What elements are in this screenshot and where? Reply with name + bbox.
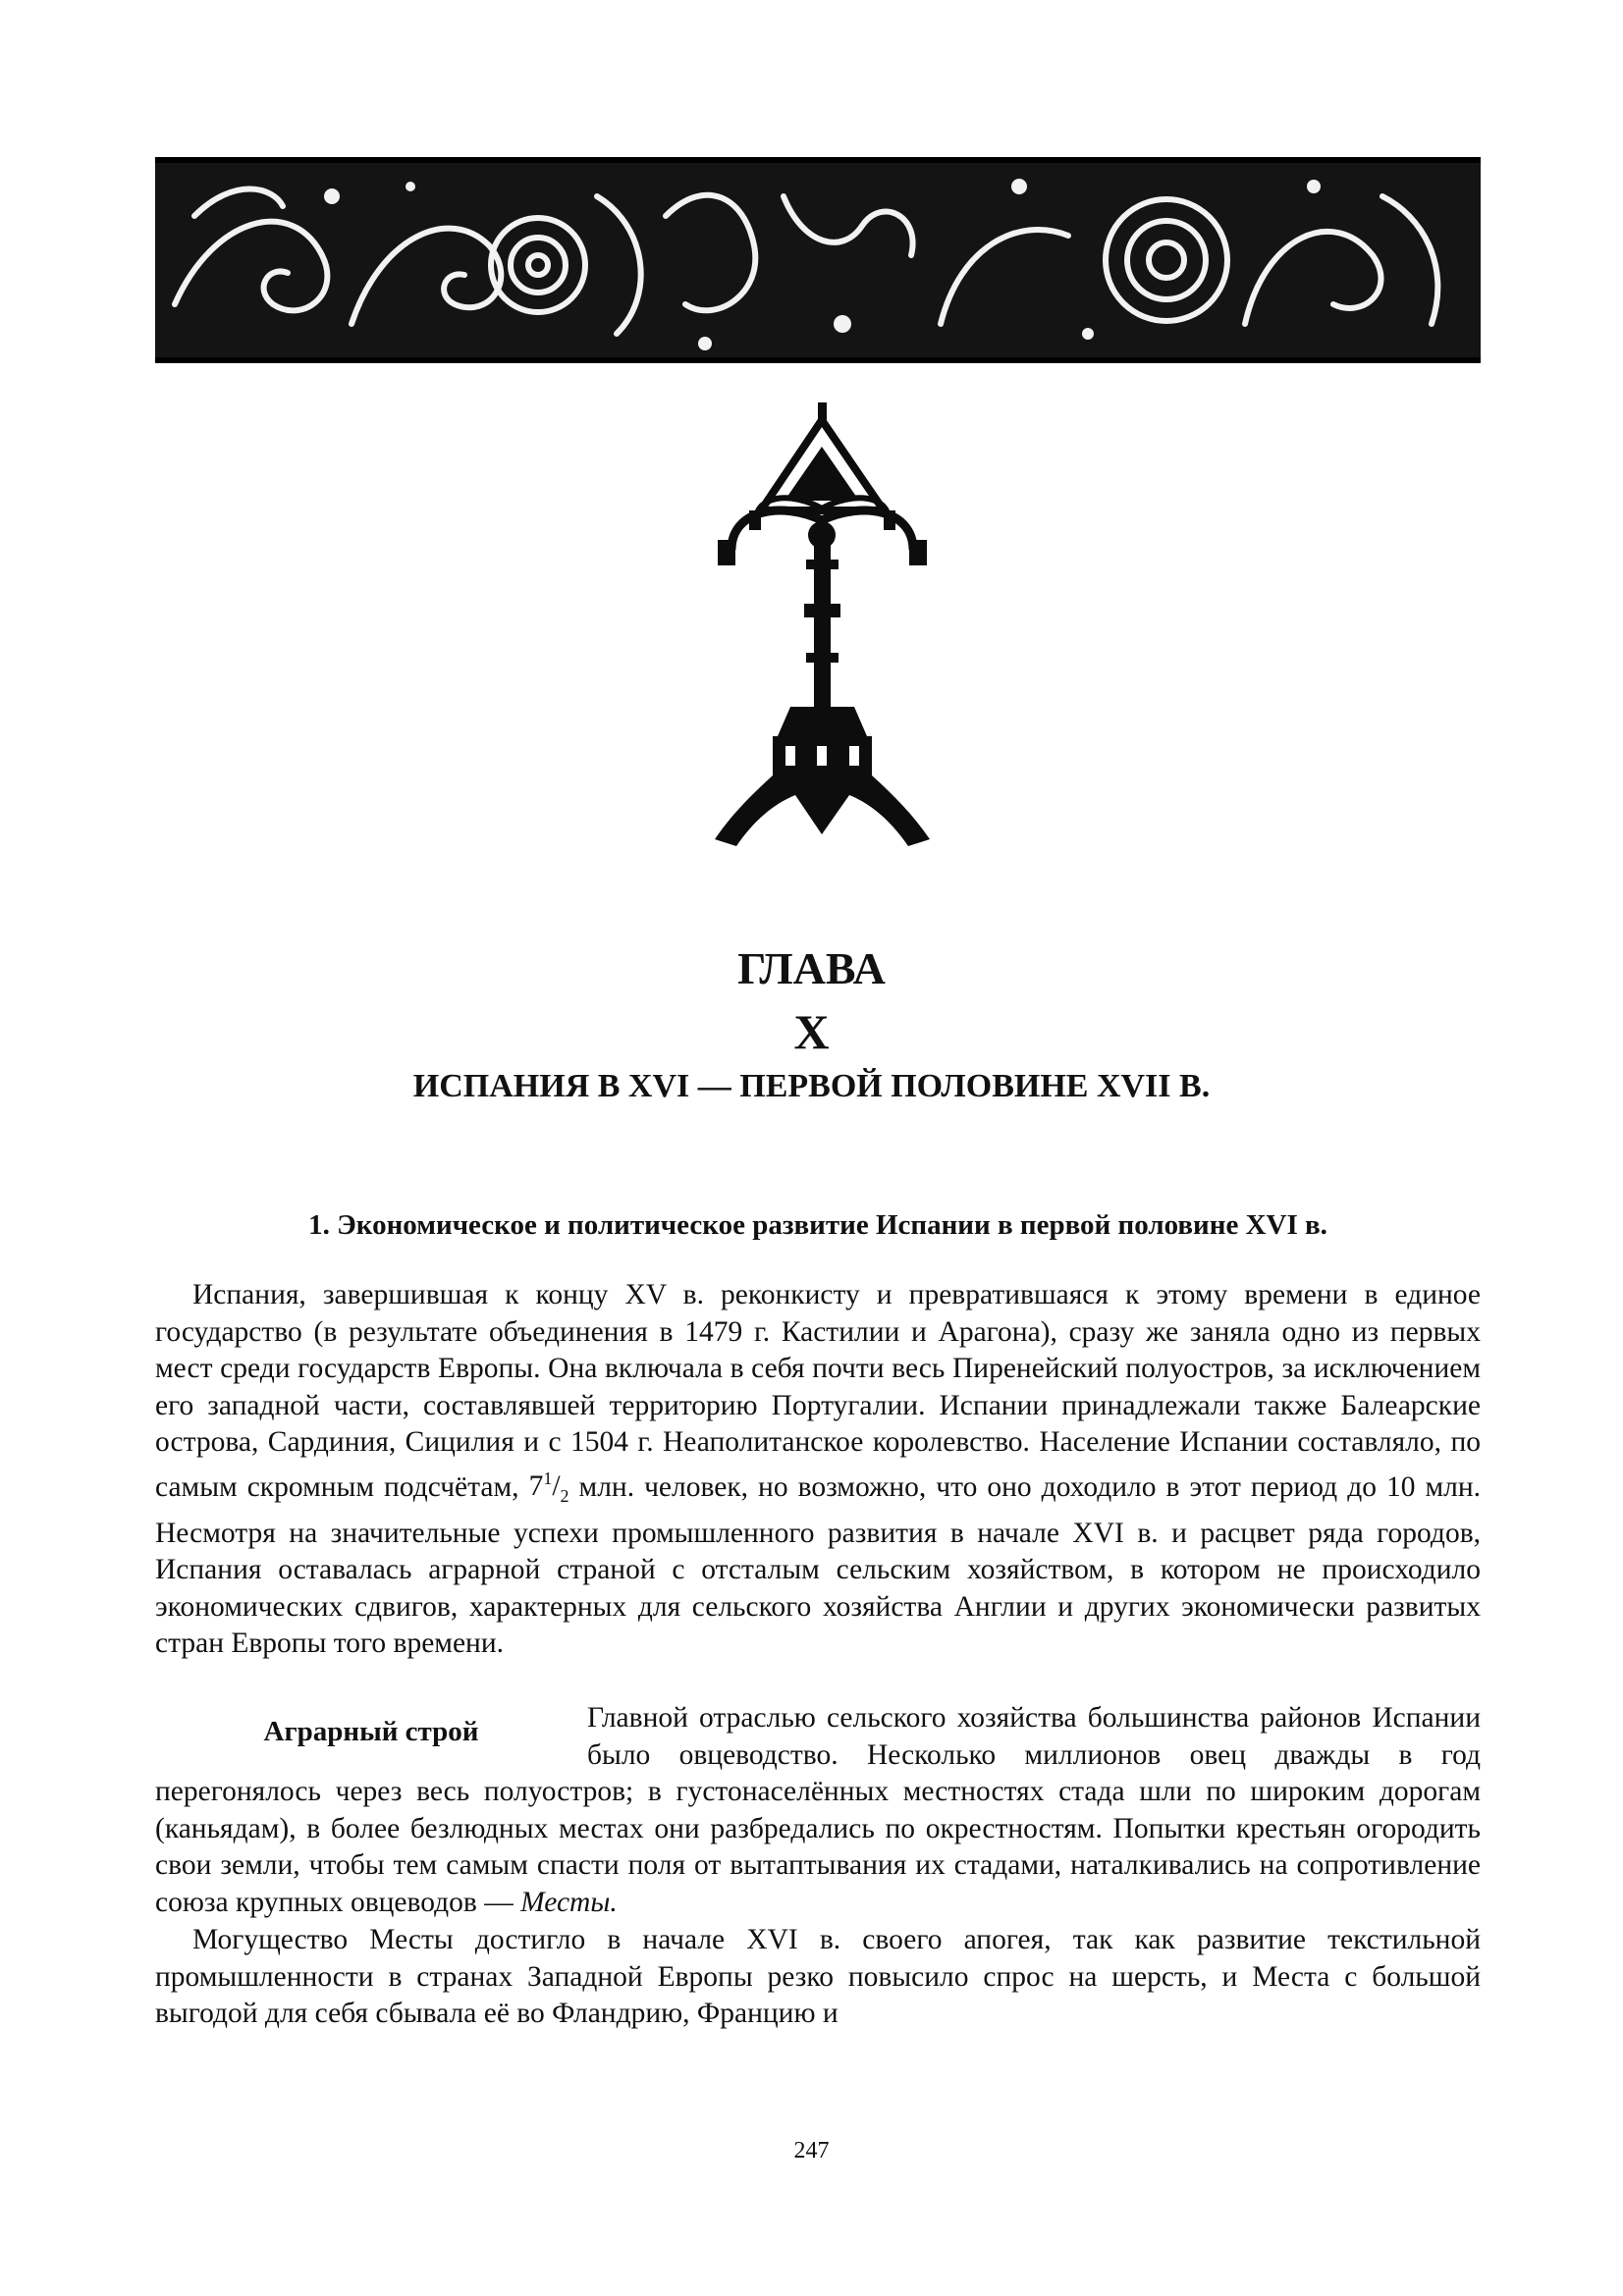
- chapter-number: X: [793, 1004, 830, 1059]
- candelabrum-illustration: [712, 402, 933, 859]
- paragraph-intro-text: Испания, завершившая к концу XV в. реконкисту и превратившаяся к этому времени в единое государство (в результате объединения в 1479 г. Кастилии и Арагона), сразу же заняла одно из первых мест среди государств Европы. Она включала в себя почти весь Пиренейский полуостров, за исключением его западной части, составлявшей территорию Португалии. Испании принадлежали также Балеарские острова, Сардиния, Сицилия и с 1504 г. Неаполитанское королевство. Население Испании составляло, по самым скромным подсчётам,: [155, 1279, 1481, 1503]
- population-fraction: [528, 1468, 569, 1507]
- fraction-slash: /: [552, 1470, 561, 1503]
- paragraph-intro: [155, 1277, 1481, 1663]
- side-heading-agrarian: Аграрный строй: [263, 1716, 479, 1747]
- paragraph-agrarian: [155, 1700, 1481, 1921]
- fraction-denominator: 2: [560, 1486, 569, 1507]
- chapter-label: ГЛАВА: [737, 943, 886, 993]
- paragraph-mesta-text: Могущество Месты достигло в начале XVI в. своего апогея, так как развитие текстильной промышленности в странах Западной Европы резко повысило спрос на шерсть, и Места с большой выгодой для себя сбывала её во Фландрию, Францию и: [155, 1924, 1481, 2029]
- page-number: 247: [793, 2138, 830, 2163]
- section-heading: 1. Экономическое и политическое развитие Испании в первой половине XVI в.: [308, 1209, 1327, 1241]
- paragraph-intro-continuation: млн. человек, но возможно, что оно доходило в этот период до 10 млн. Несмотря на значительные успехи промышленного развития в начале XVI в. и расцвет ряда городов, Испания оставалась аграрной страной с отсталым сельским хозяйством, в котором не происходило экономических сдвигов, характерных для сельского хозяйства Англии и других экономически развитых стран Европы того времени.: [155, 1470, 1482, 1660]
- mesta-emphasis: Месты.: [520, 1886, 618, 1918]
- paragraph-agrarian-text: Главной отраслью сельского хозяйства большинства районов Испании было овцеводство. Несколько миллионов овец дважды в год перегонялось через весь полуостров; в густонаселённых местностях стада шли по широким дорогам (каньядам), в более безлюдных местах они разбредались по окрестностям. Попытки крестьян огородить свои земли, чтобы тем самым спасти поля от вытаптывания их стадами, наталкивались на сопротивление союза крупных овцеводов —: [155, 1702, 1481, 1918]
- fraction-whole: 7: [528, 1470, 544, 1503]
- chapter-title: ИСПАНИЯ В XVI — ПЕРВОЙ ПОЛОВИНЕ XVII В.: [412, 1068, 1211, 1104]
- ornamental-banner: [155, 157, 1481, 363]
- paragraph-mesta: [155, 1922, 1481, 2033]
- fraction-numerator: 1: [543, 1468, 553, 1489]
